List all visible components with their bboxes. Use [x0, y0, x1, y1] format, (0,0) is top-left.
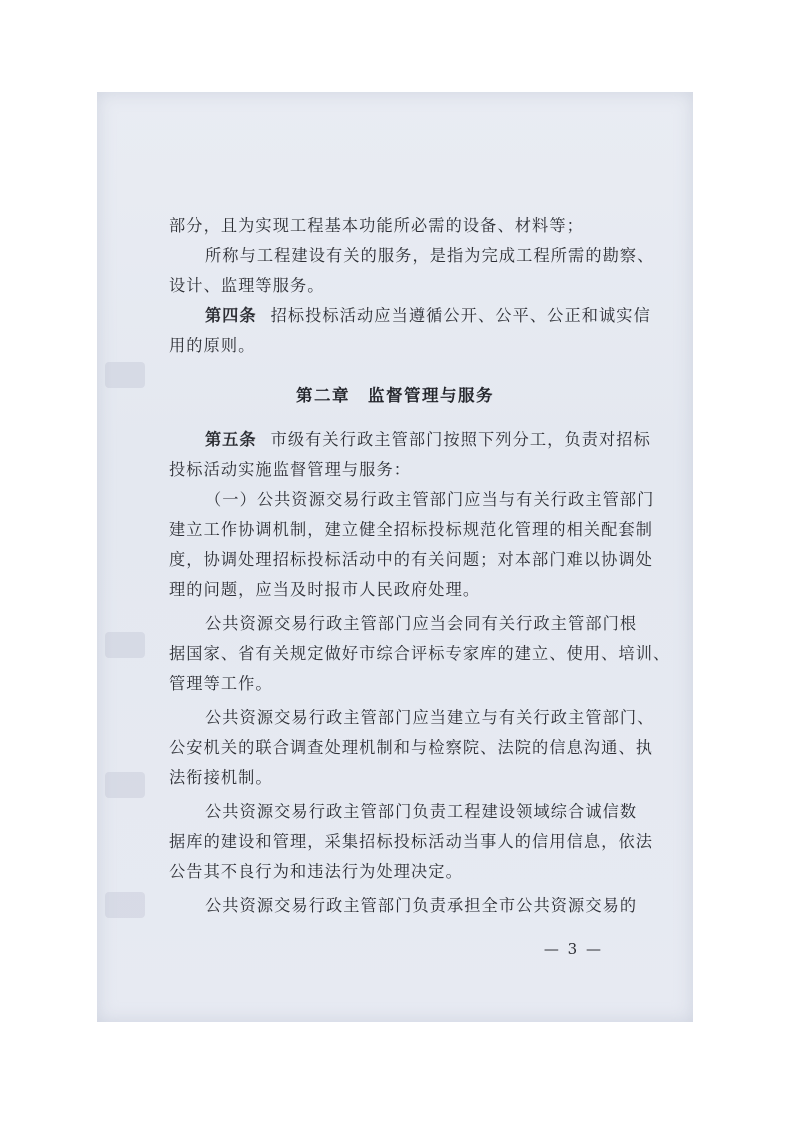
article-5: [97, 430, 693, 450]
article-5-text: 市级有关行政主管部门按照下列分工，负责对招标: [270, 430, 651, 449]
text-line: 部分，且为实现工程基本功能所必需的设备、材料等；: [169, 216, 584, 235]
article-4-label: 第四条: [205, 306, 257, 325]
text-line: 法衔接机制。: [169, 768, 273, 787]
text-line: 公安机关的联合调查处理机制和与检察院、法院的信息沟通、执: [169, 738, 654, 757]
text-line: 据库的建设和管理，采集招标投标活动当事人的信用信息，依法: [169, 832, 654, 851]
text-line: 公共资源交易行政主管部门负责承担全市公共资源交易的: [205, 896, 638, 915]
article-4-text: 招标投标活动应当遵循公开、公平、公正和诚实信: [270, 306, 651, 325]
text-line: 公共资源交易行政主管部门应当建立与有关行政主管部门、: [205, 708, 655, 727]
scanned-page: [97, 92, 693, 1022]
text-line: 管理等工作。: [169, 674, 273, 693]
text-line: 设计、监理等服务。: [169, 276, 325, 295]
text-line: 用的原则。: [169, 336, 256, 355]
article-5-label: 第五条: [205, 430, 257, 449]
text-line: 投标活动实施监督管理与服务：: [169, 460, 412, 479]
article-4: [97, 306, 693, 326]
text-line: （一）公共资源交易行政主管部门应当与有关行政主管部门: [205, 490, 655, 509]
text-line: 理的问题，应当及时报市人民政府处理。: [169, 580, 481, 599]
chapter-title: 第二章 监督管理与服务: [296, 386, 494, 405]
text-line: 所称与工程建设有关的服务，是指为完成工程所需的勘察、: [205, 246, 655, 265]
text-line: 据国家、省有关规定做好市综合评标专家库的建立、使用、培训、: [169, 644, 671, 663]
text-line: 公共资源交易行政主管部门应当会同有关行政主管部门根: [205, 614, 638, 633]
page-number: — 3 —: [543, 940, 603, 958]
text-line: 公共资源交易行政主管部门负责工程建设领域综合诚信数: [205, 802, 638, 821]
text-line: 公告其不良行为和违法行为处理决定。: [169, 862, 463, 881]
text-line: 建立工作协调机制，建立健全招标投标规范化管理的相关配套制: [169, 520, 654, 539]
text-line: 度，协调处理招标投标活动中的有关问题；对本部门难以协调处: [169, 550, 654, 569]
